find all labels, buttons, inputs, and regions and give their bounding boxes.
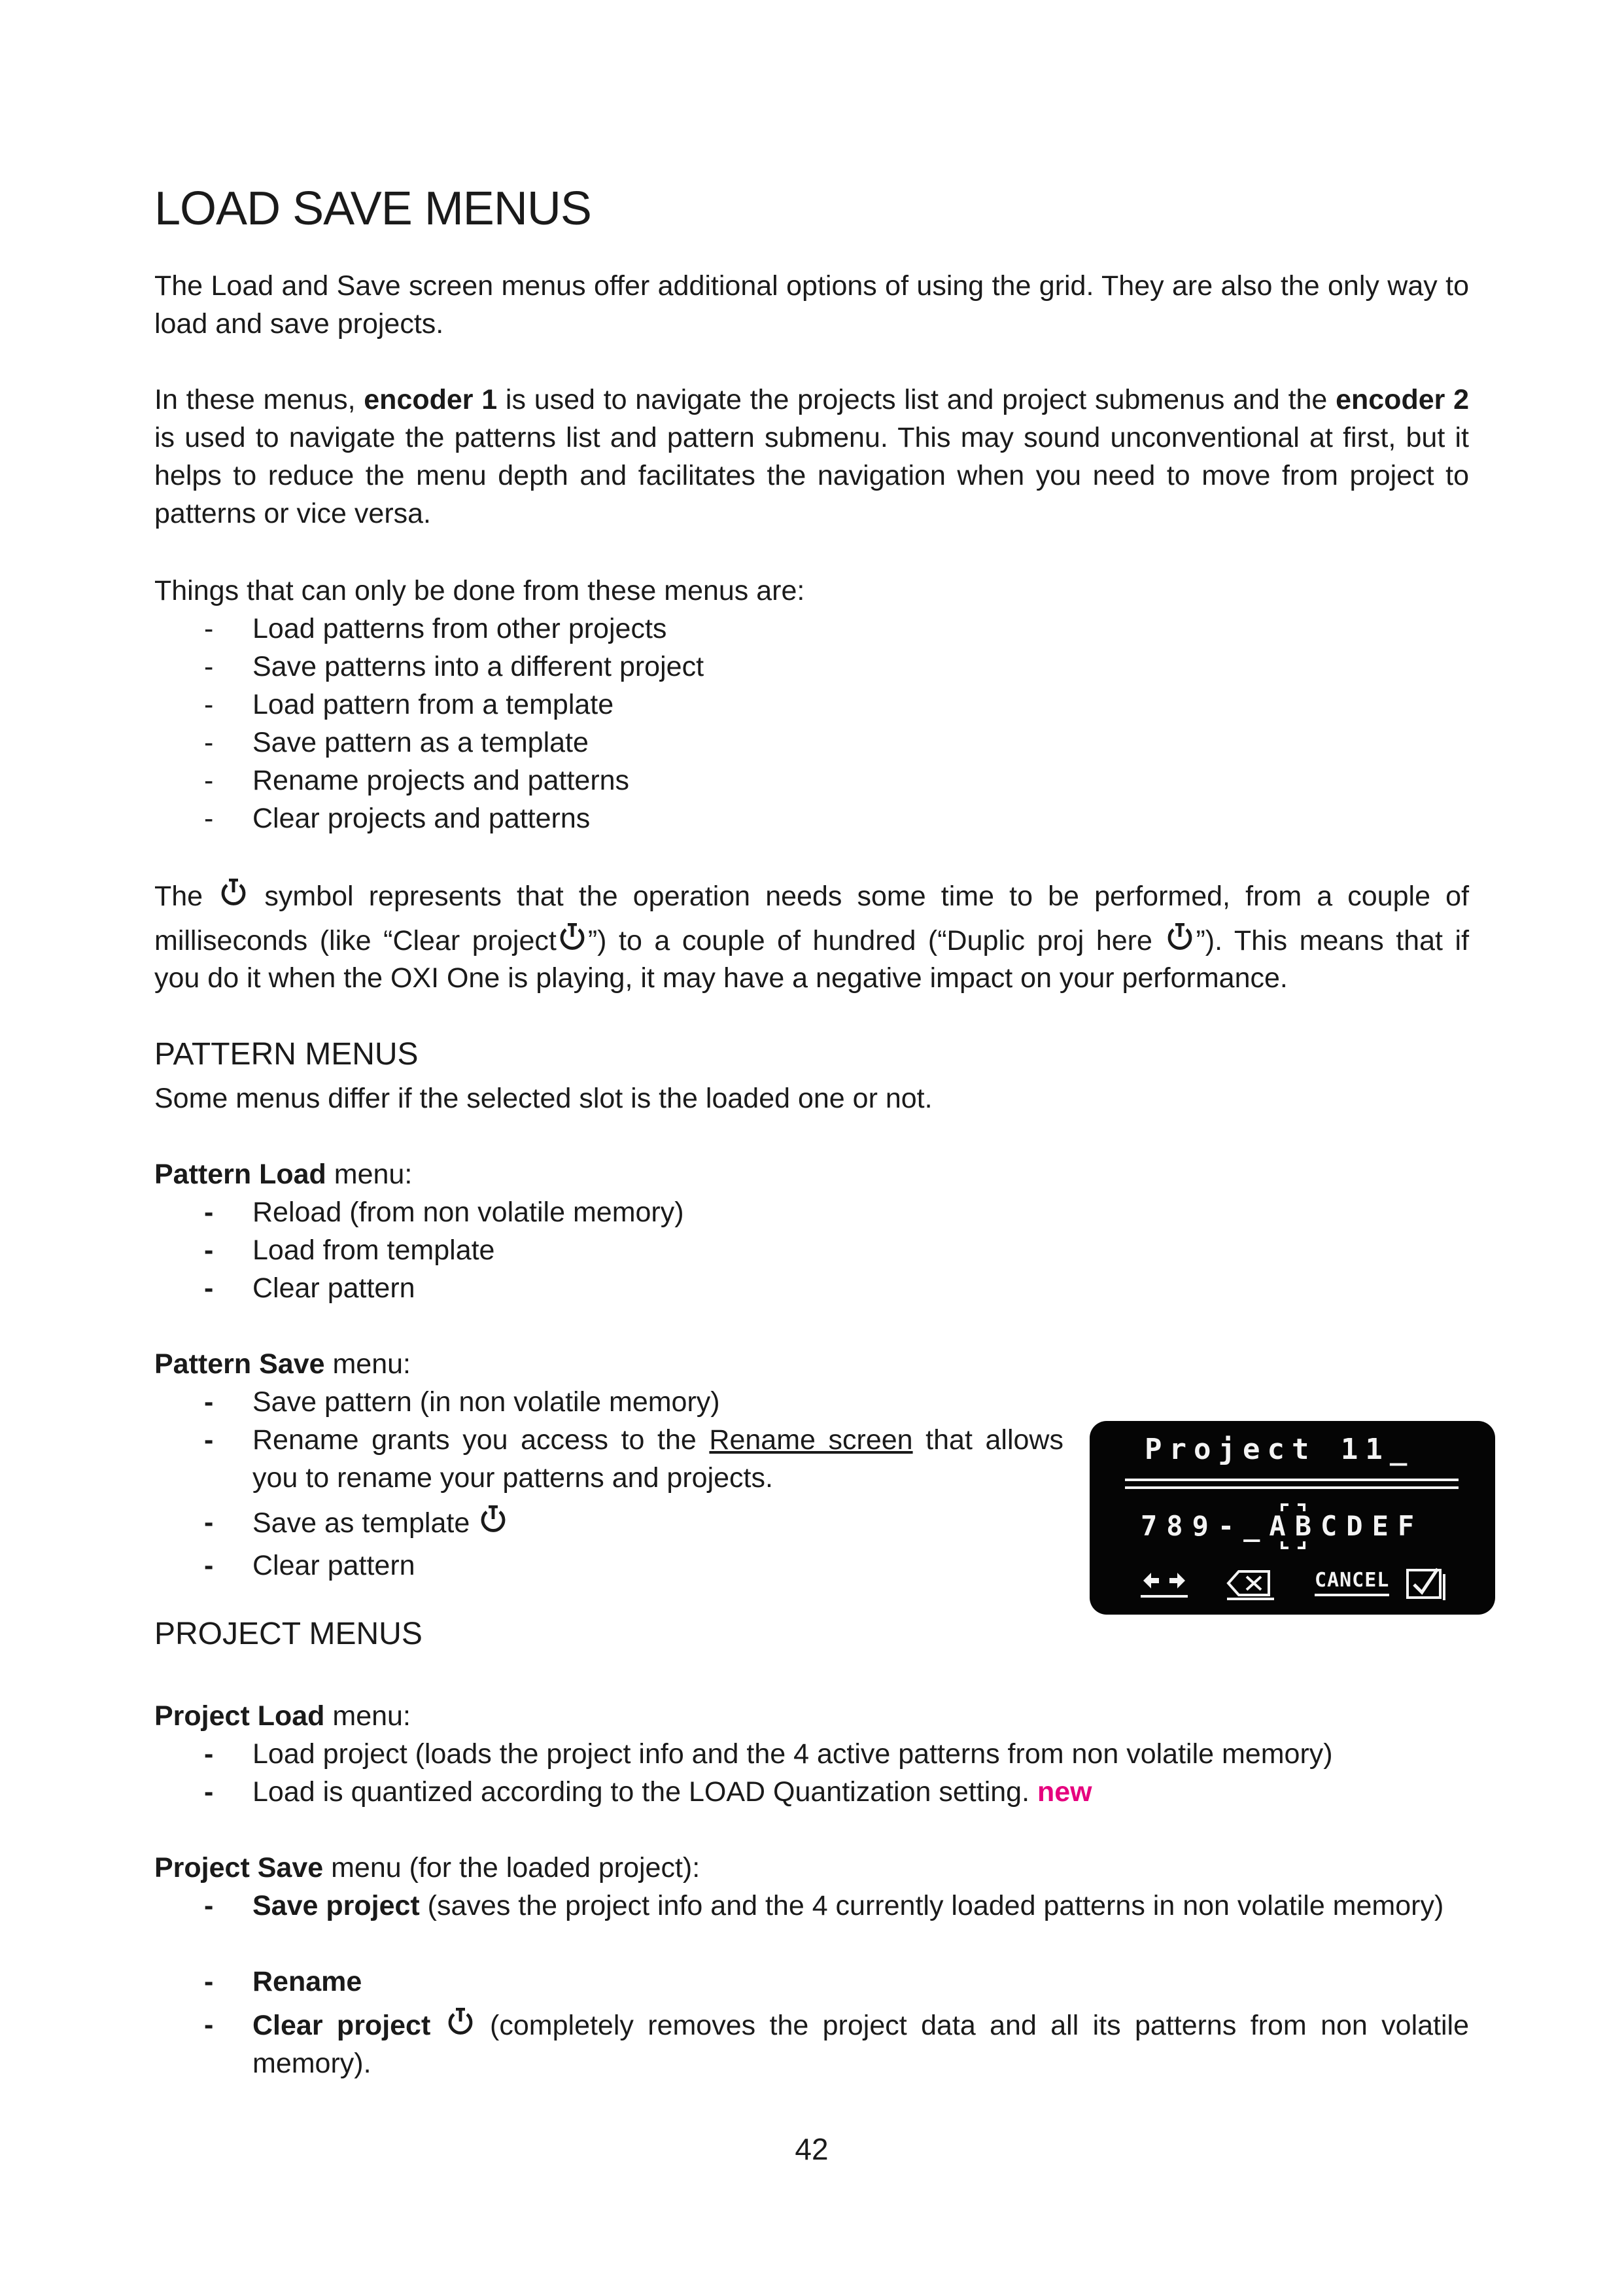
symbol-paragraph-line-3: you do it when the OXI One is playing, it may have a negative impact on your performance. [154,962,1288,994]
encoder-2-label: encoder 2 [1336,384,1470,415]
pattern-load-heading: Pattern Load menu: [154,1159,413,1190]
confirm-check-icon [1405,1566,1447,1603]
encoders-paragraph: In these menus, encoder 1 is used to navigate the projects list and project submenus and the encoder 2 is used to navigate the patterns list and pattern submenu. This may sound unconventional at first, but it helps to reduce the menu depth and facilitates the navigation when you need to move from project to patterns or vice versa. [154,384,1470,529]
page-title: LOAD SAVE MENUS [154,183,591,235]
project-load-heading: Project Load menu: [154,1700,411,1732]
timer-icon [445,2006,476,2037]
rename-screen-illustration [1090,1421,1495,1615]
symbol-paragraph-line-1: The symbol represents that the operation needs some time to be performed, from a couple of [154,877,1469,915]
clear-project-item-text: Clear project (completely removes the project data and all its patterns from non volatile memory). [252,2006,1469,2082]
cursor-bracket-icon [1279,1502,1307,1550]
pattern-menus-note: Some menus differ if the selected slot is the loaded one or not. [154,1083,933,1114]
rename-screen-link[interactable]: Rename screen [709,1424,913,1456]
page-number: 42 [795,2132,829,2166]
things-heading: Things that can only be done from these menus are: [154,575,805,606]
timer-icon [477,1503,509,1535]
timer-icon [218,877,249,908]
move-arrows-icon [1139,1566,1189,1603]
save-project-item-text: Save project (saves the project info and the 4 currently loaded patterns in non volatile memory) [252,1890,1444,1921]
timer-icon [1164,921,1196,953]
symbol-paragraph-line-2: milliseconds (like “Clear project ”) to a couple of hundred (“Duplic proj here ”). This means that if [154,921,1469,960]
new-badge: new [1037,1776,1092,1808]
cancel-label: CANCEL [1315,1568,1389,1596]
intro-paragraph: The Load and Save screen menus offer additional options of using the grid. They are also the only way to load and save projects. [154,270,1469,340]
screen-project-title: Project 11_ [1145,1433,1415,1466]
project-save-heading: Project Save menu (for the loaded project): [154,1852,700,1883]
encoder-1-label: encoder 1 [364,384,498,415]
project-menus-heading: PROJECT MENUS [154,1617,423,1651]
screen-character-row: 789-_ABCDEF [1141,1510,1424,1542]
screen-divider [1125,1479,1459,1481]
rename-item-text: Rename grants you access to the Rename screen that allows you to rename your patterns and projects. [252,1424,1063,1494]
timer-icon [557,921,588,953]
pattern-menus-heading: PATTERN MENUS [154,1037,419,1072]
pattern-save-heading: Pattern Save menu: [154,1348,411,1380]
screen-divider [1125,1486,1459,1489]
backspace-icon [1226,1566,1275,1603]
